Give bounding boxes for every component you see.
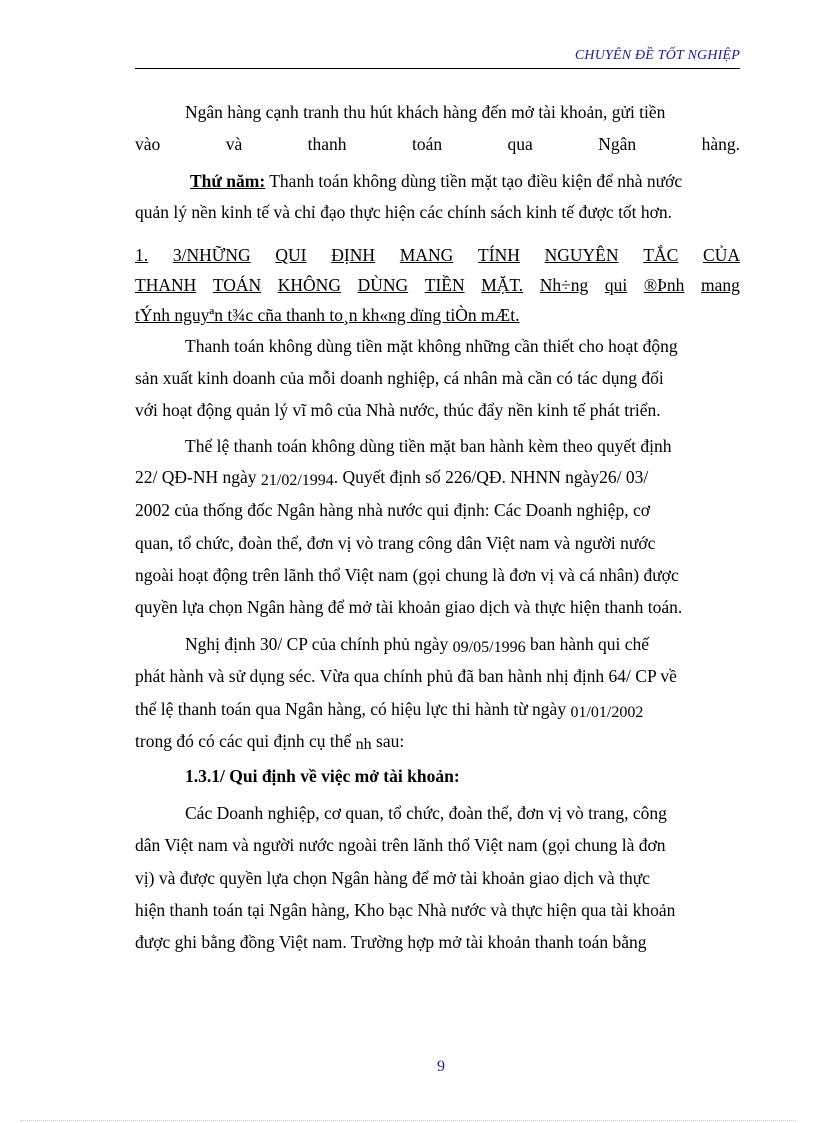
word: NGUYÊN bbox=[544, 245, 619, 265]
word: TOÁN bbox=[212, 275, 262, 295]
p3-line-1: Thanh toán không dùng tiền mặt không những cần thiết cho hoạt động bbox=[185, 336, 678, 356]
word: TẮC bbox=[643, 245, 679, 265]
word: hàng. bbox=[701, 134, 740, 154]
word: Nh÷ng bbox=[539, 275, 589, 295]
word: Ngân bbox=[598, 134, 637, 154]
p5-line-3 bbox=[135, 698, 740, 724]
p4-line-3: 2002 của thống đốc Ngân hàng nhà nước qui định: Các Doanh nghiệp, cơ bbox=[135, 500, 650, 520]
word: qua bbox=[507, 134, 533, 154]
p5-line-1-b: ban hành qui chế bbox=[525, 634, 649, 654]
word: ĐỊNH bbox=[331, 245, 376, 265]
p4-line-4: quan, tổ chức, đoàn thể, đơn vị vò trang công dân Việt nam và người nước bbox=[135, 533, 656, 553]
p4-line-2-a: 22/ QĐ-NH ngày bbox=[135, 467, 261, 487]
date: 01/01/2002 bbox=[570, 704, 644, 721]
p1-line-2 bbox=[135, 133, 740, 155]
p2-line-2: quản lý nền kinh tế và chỉ đạo thực hiện các chính sách kinh tế được tốt hơn. bbox=[135, 202, 673, 222]
date: 09/05/1996 bbox=[452, 639, 526, 656]
abbrev-nh: nh bbox=[355, 736, 372, 753]
p5-line-1 bbox=[135, 633, 740, 659]
p2-label: Thứ năm: bbox=[190, 171, 266, 191]
p4-line-1: Thể lệ thanh toán không dùng tiền mặt ban hành kèm theo quyết định bbox=[185, 436, 672, 456]
p6-line-2: dân Việt nam và người nước ngoài trên lãnh thổ Việt nam (gọi chung là đơn bbox=[135, 835, 666, 855]
word: CỦA bbox=[703, 245, 740, 265]
p4-line-6: quyền lựa chọn Ngân hàng để mở tài khoản giao dịch và thực hiện thanh toán. bbox=[135, 597, 683, 617]
p4-line-5: ngoài hoạt động trên lãnh thổ Việt nam (gọi chung là đơn vị và cá nhân) được bbox=[135, 565, 679, 585]
p5-line-1-a: Nghị định 30/ CP của chính phủ ngày bbox=[185, 634, 453, 654]
page-number: 9 bbox=[437, 1058, 445, 1075]
word: thanh bbox=[307, 134, 347, 154]
p3-line-2: sản xuất kinh doanh của mỗi doanh nghiệp, cá nhân mà cần có tác dụng đối bbox=[135, 368, 664, 388]
p6-line-1: Các Doanh nghiệp, cơ quan, tổ chức, đoàn thể, đơn vị vò trang, công bbox=[185, 803, 667, 823]
p1-line-1: Ngân hàng cạnh tranh thu hút khách hàng đến mở tài khoản, gửi tiền bbox=[185, 102, 666, 122]
p3-line-3: với hoạt động quản lý vĩ mô của Nhà nước, thúc đẩy nền kinh tế phát triển. bbox=[135, 400, 661, 420]
word: toán bbox=[411, 134, 443, 154]
p2-line-1-text: Thanh toán không dùng tiền mặt tạo điều kiện để nhà nước bbox=[265, 171, 683, 191]
p4-line-2 bbox=[135, 466, 740, 492]
p5-line-2: phát hành và sử dụng séc. Vừa qua chính phủ đã ban hành nhị định 64/ CP về bbox=[135, 666, 677, 686]
section-heading-line-2 bbox=[135, 274, 740, 296]
word: THANH bbox=[135, 275, 197, 295]
word: 3/NHỮNG bbox=[172, 245, 251, 265]
p5-line-4-a: trong đó có các qui định cụ thể bbox=[135, 731, 356, 751]
word: QUI bbox=[275, 245, 307, 265]
word: vào bbox=[135, 134, 161, 154]
word: TÍNH bbox=[478, 245, 520, 265]
subheading-1-3-1: 1.3.1/ Qui định về việc mở tài khoản: bbox=[185, 766, 460, 786]
word: KHÔNG bbox=[277, 275, 341, 295]
word: mang bbox=[701, 275, 740, 295]
word: DÙNG bbox=[357, 275, 409, 295]
running-header: CHUYÊN ĐỀ TỐT NGHIỆP bbox=[574, 48, 740, 63]
section-heading-line-1 bbox=[135, 244, 740, 266]
p5-line-3-a: thể lệ thanh toán qua Ngân hàng, có hiệu lực thi hành từ ngày bbox=[135, 699, 571, 719]
word: 1. bbox=[135, 245, 149, 265]
p5-line-4 bbox=[135, 730, 740, 756]
word: MANG bbox=[399, 245, 454, 265]
word: ®Þnh bbox=[643, 275, 685, 295]
page-bottom-border bbox=[20, 1120, 796, 1121]
word: TIỀN bbox=[424, 275, 465, 295]
p6-line-3: vị) và được quyền lựa chọn Ngân hàng để mở tài khoản giao dịch và thực bbox=[135, 868, 650, 888]
section-heading-line-3: tÝnh nguyªn t¾c cña thanh to¸n kh«ng dïng tiÒn mÆt. bbox=[135, 305, 520, 325]
word: và bbox=[225, 134, 243, 154]
p6-line-4: hiện thanh toán tại Ngân hàng, Kho bạc Nhà nước và thực hiện qua tài khoản bbox=[135, 900, 676, 920]
date: 21/02/1994 bbox=[260, 472, 334, 489]
word: qui bbox=[604, 275, 628, 295]
p2-line-1 bbox=[135, 170, 740, 192]
p4-line-2-b: . Quyết định số 226/QĐ. NHNN ngày26/ 03/ bbox=[333, 467, 649, 487]
header-rule bbox=[135, 68, 740, 69]
word: MẶT. bbox=[481, 275, 524, 295]
p6-line-5: được ghi bằng đồng Việt nam. Trường hợp mở tài khoản thanh toán bằng bbox=[135, 932, 647, 952]
p5-line-4-b: sau: bbox=[371, 731, 405, 751]
